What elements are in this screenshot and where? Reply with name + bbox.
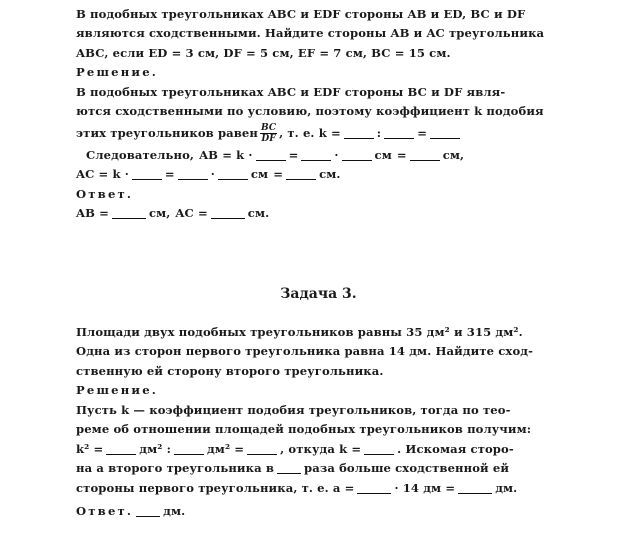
blank-answer[interactable] (136, 505, 160, 517)
unit-dm2-colon: дм² : (139, 441, 171, 456)
unit-cm-comma: см, (148, 206, 171, 221)
dot-sign: · (210, 167, 215, 182)
task-2-line-2: являются сходственными. Найдите стороны AB и AC треугольника (76, 26, 545, 41)
task-2-answer-line (76, 204, 556, 224)
task-3-side-line (76, 459, 556, 479)
ab-expression: AB = k · (199, 147, 253, 162)
unit-cm: см (250, 167, 269, 182)
blank-k-value[interactable] (430, 127, 460, 139)
blank-ac-1[interactable] (132, 168, 162, 180)
k-squared: k² = (76, 441, 104, 456)
task-3-title: Задача 3. (280, 286, 357, 302)
task-3-answer-label: Ответ. (76, 504, 134, 519)
equals-sign: = (396, 147, 407, 162)
blank-k-squared-value[interactable] (247, 443, 277, 455)
unit-dm-dot: дм. (495, 480, 518, 495)
answer-unit: дм. (163, 504, 186, 519)
task-3-line-2: Одна из сторон первого треугольника равна 14 дм. Найдите сход- (76, 344, 534, 359)
equals-sign: = (164, 167, 175, 182)
task-3-solution-line-2: реме об отношении площадей подобных треугольников получим: (76, 422, 532, 437)
ac-expression: AC = k · (76, 167, 129, 182)
consequently-word: Следовательно, (86, 147, 195, 162)
task-3-line-1: Площади двух подобных треугольников равны 35 дм² и 315 дм². (76, 324, 523, 339)
task-2-line-1: В подобных треугольниках ABC и EDF стороны AB и ED, BC и DF (76, 6, 526, 21)
task-2-line-3: ABC, если ED = 3 см, DF = 5 см, EF = 7 см, BC = 15 см. (76, 45, 451, 60)
dot-sign: · (334, 147, 339, 162)
whence-text: , откуда k = (280, 441, 362, 456)
task-2-answer-label: Ответ. (76, 186, 134, 201)
blank-ac-4[interactable] (286, 168, 316, 180)
blank-ac-2[interactable] (178, 168, 208, 180)
task-3-k-squared-line (76, 439, 556, 459)
task-2-solution-line-1: В подобных треугольниках ABC и EDF стороны BC и DF явля- (76, 84, 506, 99)
blank-multiplier[interactable] (357, 482, 391, 494)
task-3-calc-line (76, 478, 556, 498)
sought-text: . Искомая сторо- (397, 441, 514, 456)
blank-ab-2[interactable] (301, 149, 331, 161)
blank-k[interactable] (364, 443, 394, 455)
blank-answer-ab[interactable] (112, 207, 146, 219)
unit-cm: см (374, 147, 392, 162)
blank-ac-3[interactable] (218, 168, 248, 180)
task-3-solution-label: Решение. (76, 383, 159, 398)
side-prefix: на a второго треугольника в (76, 461, 274, 476)
blank-k-denominator[interactable] (384, 127, 414, 139)
blank-k-numerator[interactable] (344, 127, 374, 139)
equals-sign: = (273, 167, 284, 182)
blank-ab-1[interactable] (256, 149, 286, 161)
blank-ab-4[interactable] (410, 149, 440, 161)
task-3-solution-line-1: Пусть k — коэффициент подобия треугольников, тогда по тео- (76, 402, 511, 417)
task-2-coefficient-line (76, 121, 556, 145)
task-2-solution-line-2: ются сходственными по условию, поэтому коэффициент k подобия (76, 104, 544, 119)
answer-ab: AB = (76, 206, 109, 221)
coef-suffix: , т. е. k = (279, 126, 341, 140)
blank-area-2[interactable] (174, 443, 204, 455)
unit-dm2-eq: дм² = (206, 441, 245, 456)
calc-prefix: стороны первого треугольника, т. е. a = (76, 480, 355, 495)
task-2-ab-line (76, 145, 556, 165)
fraction-denominator: DF (261, 133, 276, 144)
unit-cm-dot: см. (247, 206, 270, 221)
task-2-ac-line (76, 165, 556, 185)
blank-area-1[interactable] (106, 443, 136, 455)
task-2-solution-label: Решение. (76, 65, 159, 80)
equals-sign: = (288, 147, 299, 162)
blank-answer-ac[interactable] (211, 207, 245, 219)
task-2-block (76, 4, 556, 223)
equals-sign: = (417, 126, 428, 140)
answer-ac: AC = (175, 206, 208, 221)
task-3-block (76, 322, 556, 521)
unit-cm-comma: см, (442, 147, 465, 162)
blank-side-value[interactable] (458, 482, 492, 494)
coef-prefix: этих треугольников равен (76, 126, 258, 140)
unit-cm-dot: см. (319, 167, 341, 182)
task-3-line-3: ственную ей сторону второго треугольника. (76, 363, 384, 378)
coef-fraction (260, 123, 277, 144)
blank-ratio[interactable] (277, 462, 301, 474)
fraction-numerator: BC (260, 122, 277, 133)
times-14: · 14 дм = (394, 480, 456, 495)
task-3-answer-line (76, 502, 556, 522)
side-suffix: раза больше сходственной ей (304, 461, 510, 476)
colon-sign: : (376, 126, 382, 140)
blank-ab-3[interactable] (342, 149, 372, 161)
